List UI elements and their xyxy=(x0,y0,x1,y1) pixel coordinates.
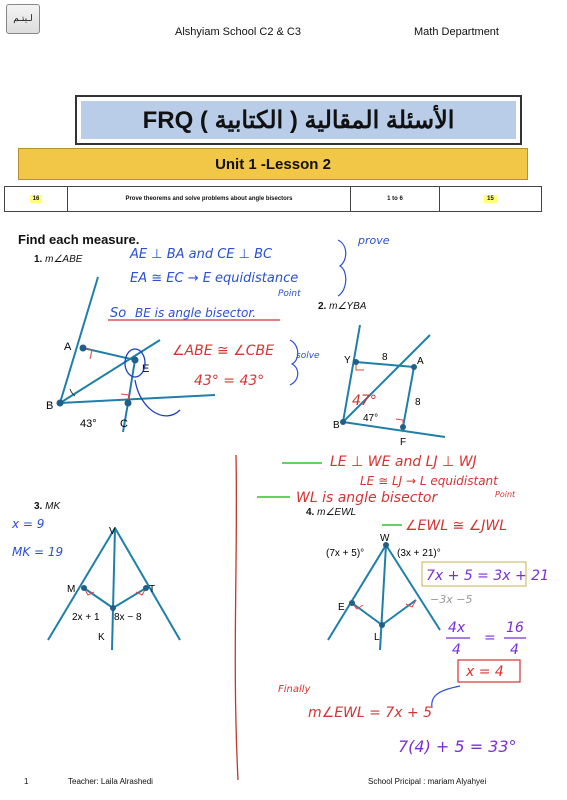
teacher-name: Teacher: Laila Alrashedi xyxy=(68,777,153,786)
margin-line xyxy=(235,455,238,780)
point-f-2 xyxy=(400,424,406,430)
hw-p3-mk: MK = 19 xyxy=(12,545,64,559)
point-l-4 xyxy=(379,622,385,628)
side-top: 8 xyxy=(382,352,388,363)
label-m-3: M xyxy=(67,584,76,595)
hw-p4-congruent: ∠EWL ≅ ∠JWL xyxy=(405,518,507,534)
label-a-1: A xyxy=(64,341,72,353)
diagram-4 xyxy=(328,545,440,650)
problem-3-label: 3. MK xyxy=(34,501,61,512)
hw-p4-finally: Finally xyxy=(278,684,311,695)
point-m-3 xyxy=(81,585,87,591)
hw-p1-bisector: BE is angle bisector. xyxy=(135,306,257,320)
objective-code: 16 xyxy=(30,195,43,203)
expr-left: 2x + 1 xyxy=(72,612,100,623)
unit-lesson-bar: Unit 1 -Lesson 2 xyxy=(18,148,528,180)
hw-p4-line2: LE ≅ LJ → L equidistant xyxy=(360,474,498,488)
angle-right-4: (3x + 21)° xyxy=(397,548,441,559)
objective-count: 15 xyxy=(484,195,497,203)
point-k-3 xyxy=(110,605,116,611)
hw-p4-final1: m∠EWL = 7x + 5 xyxy=(308,705,433,721)
hw-p1-line1: AE ⊥ BA and CE ⊥ BC xyxy=(130,247,273,262)
label-a-2: A xyxy=(417,356,424,367)
angle-43: 43° xyxy=(80,418,97,430)
hw-p1-point: Point xyxy=(278,289,301,299)
label-b-1: B xyxy=(46,400,54,412)
brace-solve xyxy=(290,340,298,385)
hw-p4-line3: WL is angle bisector xyxy=(296,490,438,506)
point-y-2 xyxy=(353,359,359,365)
hw-p1-so: So xyxy=(110,306,127,321)
point-b-2 xyxy=(340,419,346,425)
expr-right: 8x − 8 xyxy=(114,612,142,623)
label-y-2: Y xyxy=(344,355,351,366)
objective-range: 1 to 6 xyxy=(351,187,440,212)
point-b-1 xyxy=(57,400,64,407)
hw-p1-result: 43° = 43° xyxy=(194,373,265,389)
hw-p4-div-num1: 4x xyxy=(448,620,466,636)
page-number: 1 xyxy=(24,777,29,786)
label-e-1: E xyxy=(142,363,150,375)
hw-p4-x: x = 4 xyxy=(466,664,504,680)
hw-p1-congruent: ∠ABE ≅ ∠CBE xyxy=(172,343,274,359)
problem-4-label: 4. m∠EWL xyxy=(306,507,357,518)
point-e-4 xyxy=(349,600,355,606)
problem-2-label: 2. m∠YBA xyxy=(318,301,367,312)
hw-p4-line1: LE ⊥ WE and LJ ⊥ WJ xyxy=(330,454,477,470)
side-right: 8 xyxy=(415,397,421,408)
hw-p4-div-num2: 16 xyxy=(506,620,524,636)
principal-name: School Pricipal : mariam Alyahyei xyxy=(368,777,487,786)
brace-prove xyxy=(338,240,346,296)
hw-p4-div-den1: 4 xyxy=(452,642,461,658)
label-c-1: C xyxy=(120,418,128,430)
frq-title: الأسئلة المقالية ( الكتابية ) FRQ xyxy=(81,101,516,139)
hand-47: 47° xyxy=(352,393,377,409)
label-b-2: B xyxy=(333,420,340,431)
label-l-4: L xyxy=(374,632,380,643)
hw-p4-div-eq: = xyxy=(484,630,496,646)
hw-p1-prove: prove xyxy=(358,234,390,247)
hw-p4-sub: −3x −5 xyxy=(430,593,473,606)
point-a-1 xyxy=(80,345,87,352)
hw-p4-point: Point xyxy=(495,490,516,499)
arrow-final xyxy=(432,686,460,708)
hw-p4-final2: 7(4) + 5 = 33° xyxy=(398,737,517,756)
angle-47: 47° xyxy=(363,413,379,424)
hw-p4-eq: 7x + 5 = 3x + 21 xyxy=(426,568,549,584)
instructions: Find each measure. xyxy=(18,232,140,247)
label-v-3: V xyxy=(109,526,116,537)
angle-left-4: (7x + 5)° xyxy=(326,548,365,559)
school-name: Alshyiam School C2 & C3 xyxy=(175,26,301,38)
hw-p3-x: x = 9 xyxy=(12,517,45,531)
label-k-3: K xyxy=(98,632,105,643)
objective-text: Prove theorems and solve problems about angle bisectors xyxy=(68,187,351,212)
department-name: Math Department xyxy=(414,26,499,38)
label-t-3: T xyxy=(149,584,156,595)
point-c-1 xyxy=(125,400,132,407)
hw-p4-div-den2: 4 xyxy=(510,642,519,658)
label-f-2: F xyxy=(400,437,407,448)
hw-p1-solve: solve xyxy=(296,351,320,361)
logo-text: لـيتـم xyxy=(13,13,33,23)
problem-1-label: 1. m∠ABE xyxy=(34,254,83,265)
point-e-1 xyxy=(132,357,139,364)
label-e-4: E xyxy=(338,602,345,613)
diagram-2 xyxy=(343,325,445,437)
hw-p1-line2: EA ≅ EC → E equidistance xyxy=(130,271,299,286)
label-w-4: W xyxy=(380,533,390,544)
